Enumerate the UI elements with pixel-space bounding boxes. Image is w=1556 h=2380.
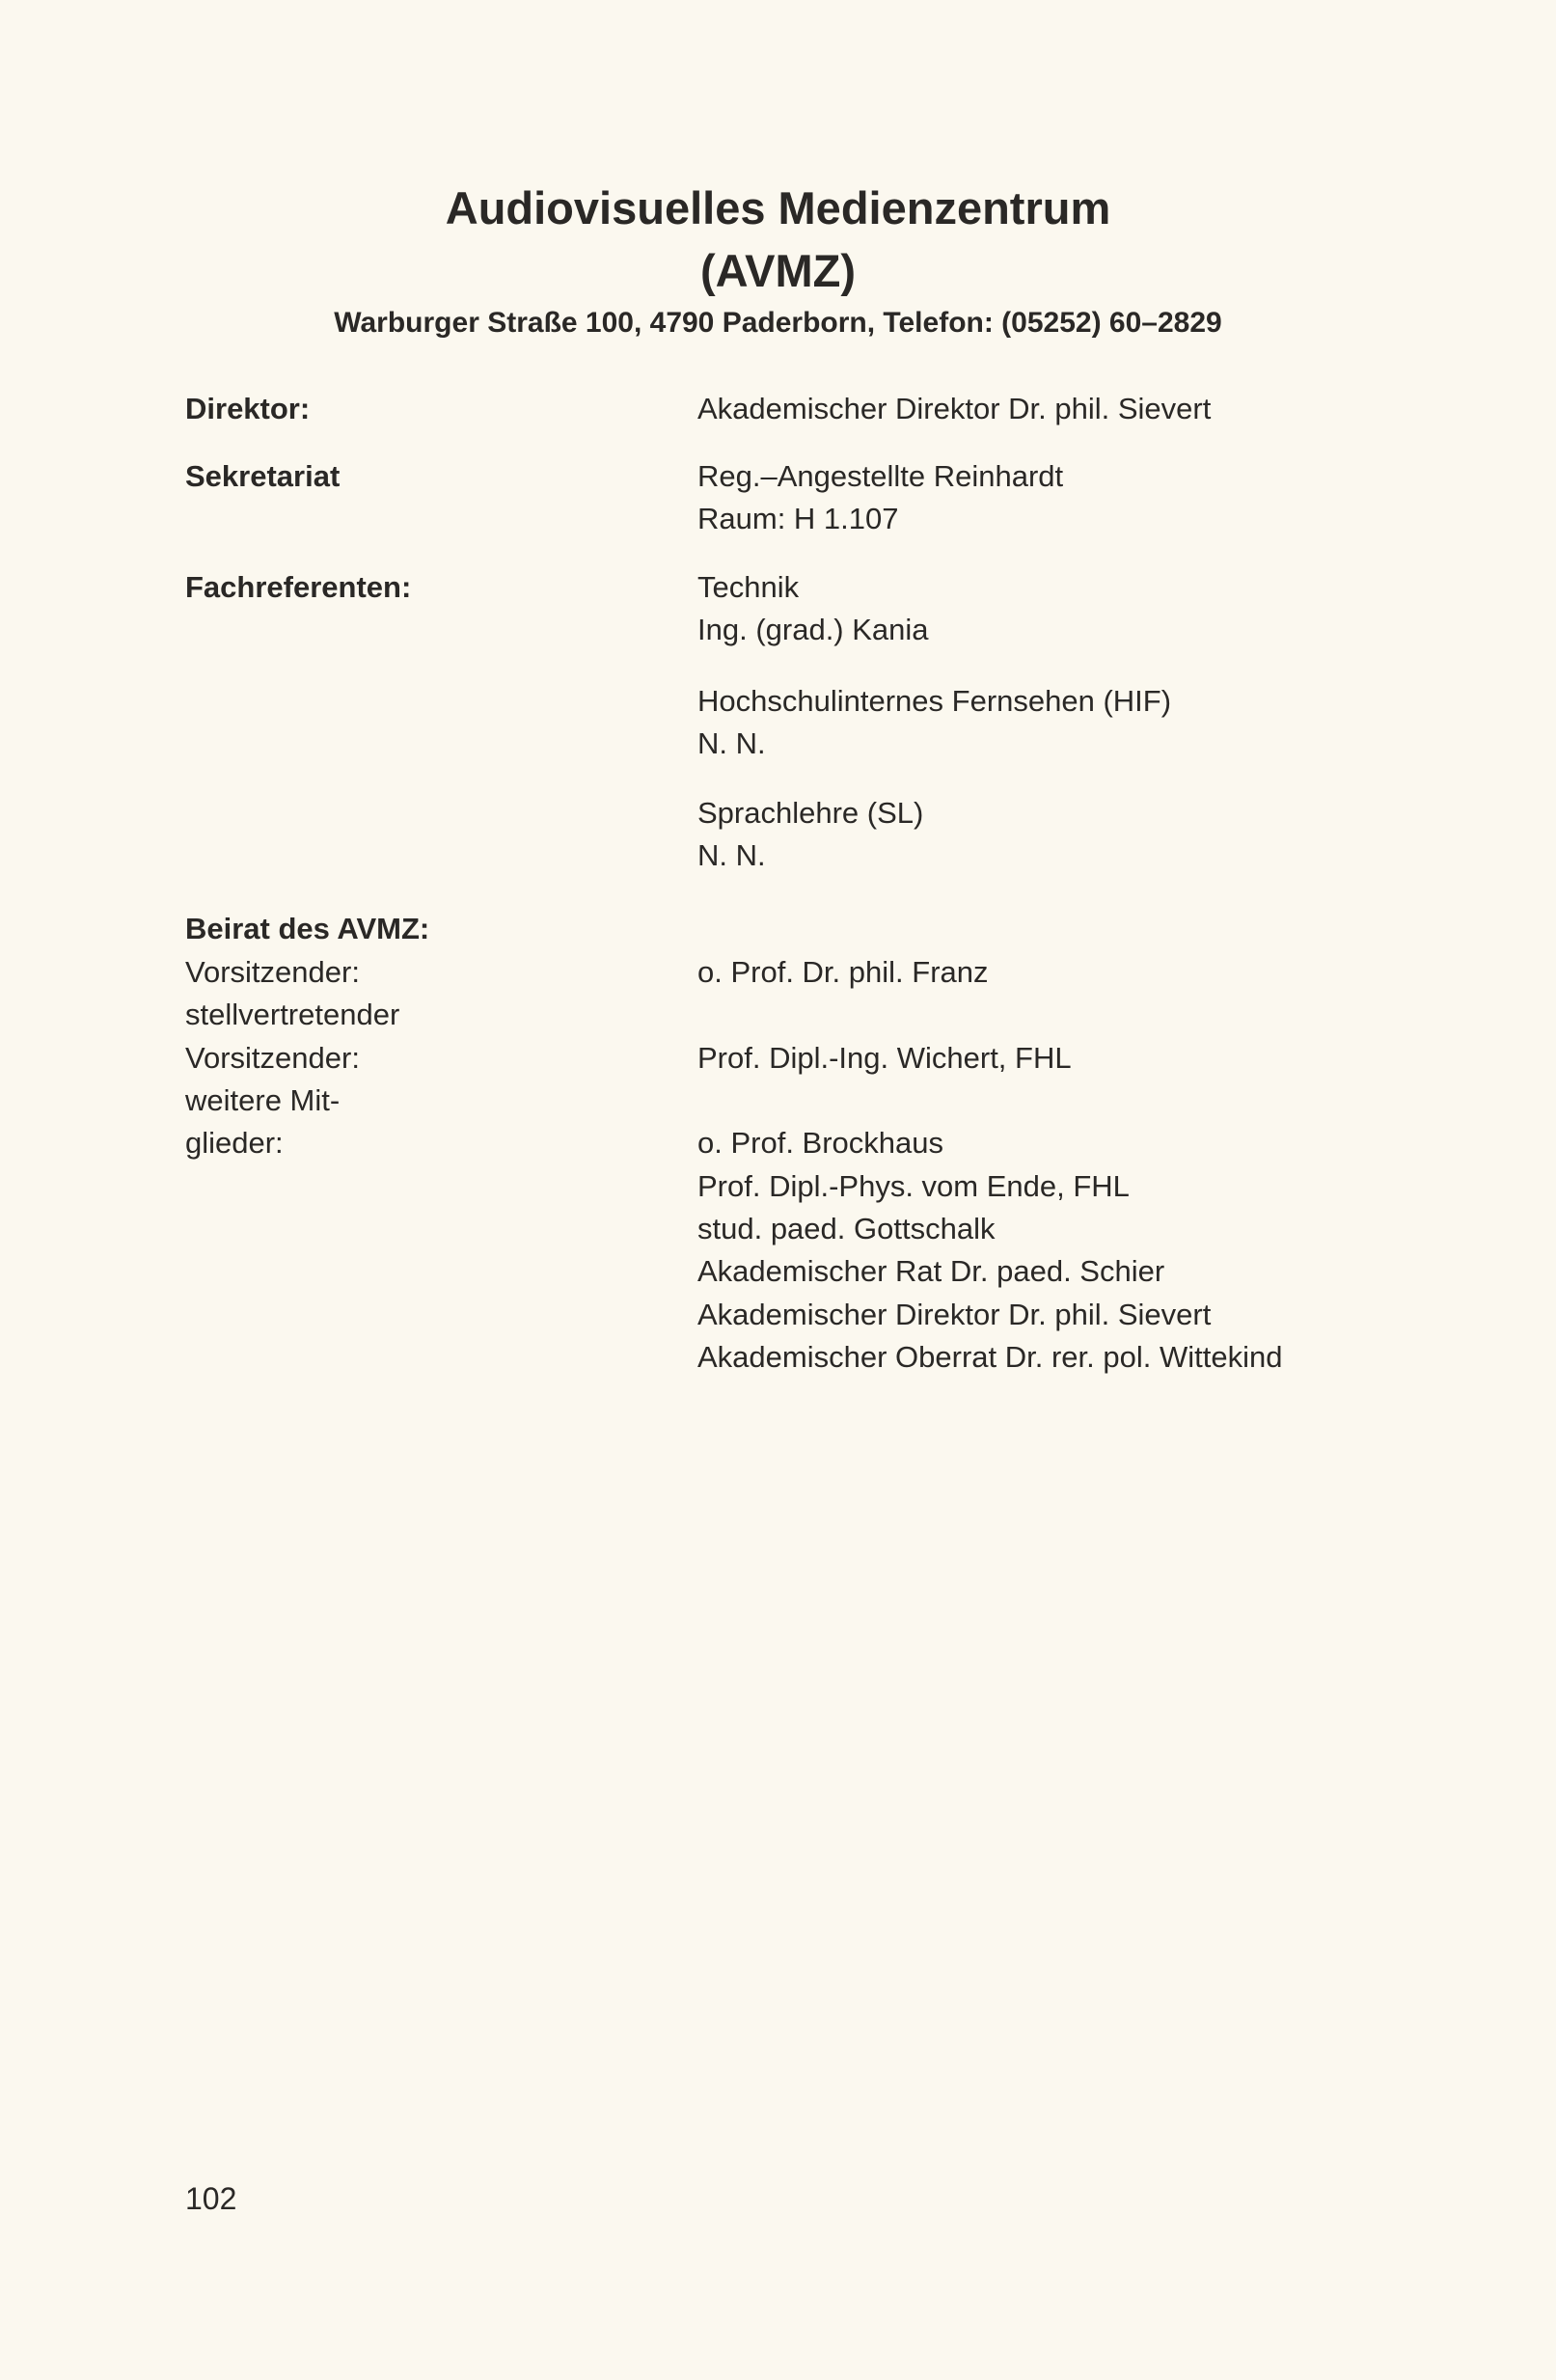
fachreferenten-label: Fachreferenten: <box>185 570 412 604</box>
fachreferent-person: N. N. <box>697 726 766 760</box>
beirat-label: glieder: <box>185 1126 284 1160</box>
beirat-mitglied: Akademischer Oberrat Dr. rer. pol. Wittekind <box>697 1340 1283 1374</box>
beirat-mitglied: Akademischer Rat Dr. paed. Schier <box>697 1254 1165 1288</box>
beirat-mitglied: stud. paed. Gottschalk <box>697 1212 996 1245</box>
sekretariat-line: Raum: H 1.107 <box>697 502 899 535</box>
beirat-mitglied: Prof. Dipl.-Phys. vom Ende, FHL <box>697 1169 1130 1203</box>
title-line-1: Audiovisuelles Medienzentrum <box>445 182 1111 233</box>
direktor-label: Direktor: <box>185 392 311 425</box>
beirat-label: stellvertretender <box>185 998 400 1031</box>
fachreferent-person: N. N. <box>697 838 766 872</box>
beirat-label: Vorsitzender: <box>185 955 360 989</box>
beirat-heading: Beirat des AVMZ: <box>185 912 430 945</box>
fachreferent-area: Technik <box>697 570 800 604</box>
beirat-mitglied: o. Prof. Brockhaus <box>697 1126 944 1160</box>
beirat-vorsitzender: o. Prof. Dr. phil. Franz <box>697 955 989 989</box>
address-line: Warburger Straße 100, 4790 Paderborn, Telefon: (05252) 60–2829 <box>334 307 1222 339</box>
beirat-mitglied: Akademischer Direktor Dr. phil. Sievert <box>697 1298 1212 1331</box>
beirat-label: Vorsitzender: <box>185 1041 360 1075</box>
direktor-value: Akademischer Direktor Dr. phil. Sievert <box>697 392 1212 425</box>
beirat-label: weitere Mit- <box>185 1083 341 1117</box>
fachreferent-area: Hochschulinternes Fernsehen (HIF) <box>697 684 1172 718</box>
sekretariat-line: Reg.–Angestellte Reinhardt <box>697 459 1064 493</box>
beirat-stellvertreter: Prof. Dipl.-Ing. Wichert, FHL <box>697 1041 1072 1075</box>
title-line-2: (AVMZ) <box>700 245 856 296</box>
fachreferent-person: Ing. (grad.) Kania <box>697 613 929 646</box>
sekretariat-label: Sekretariat <box>185 459 341 493</box>
page-number: 102 <box>185 2181 237 2216</box>
fachreferent-area: Sprachlehre (SL) <box>697 796 924 830</box>
